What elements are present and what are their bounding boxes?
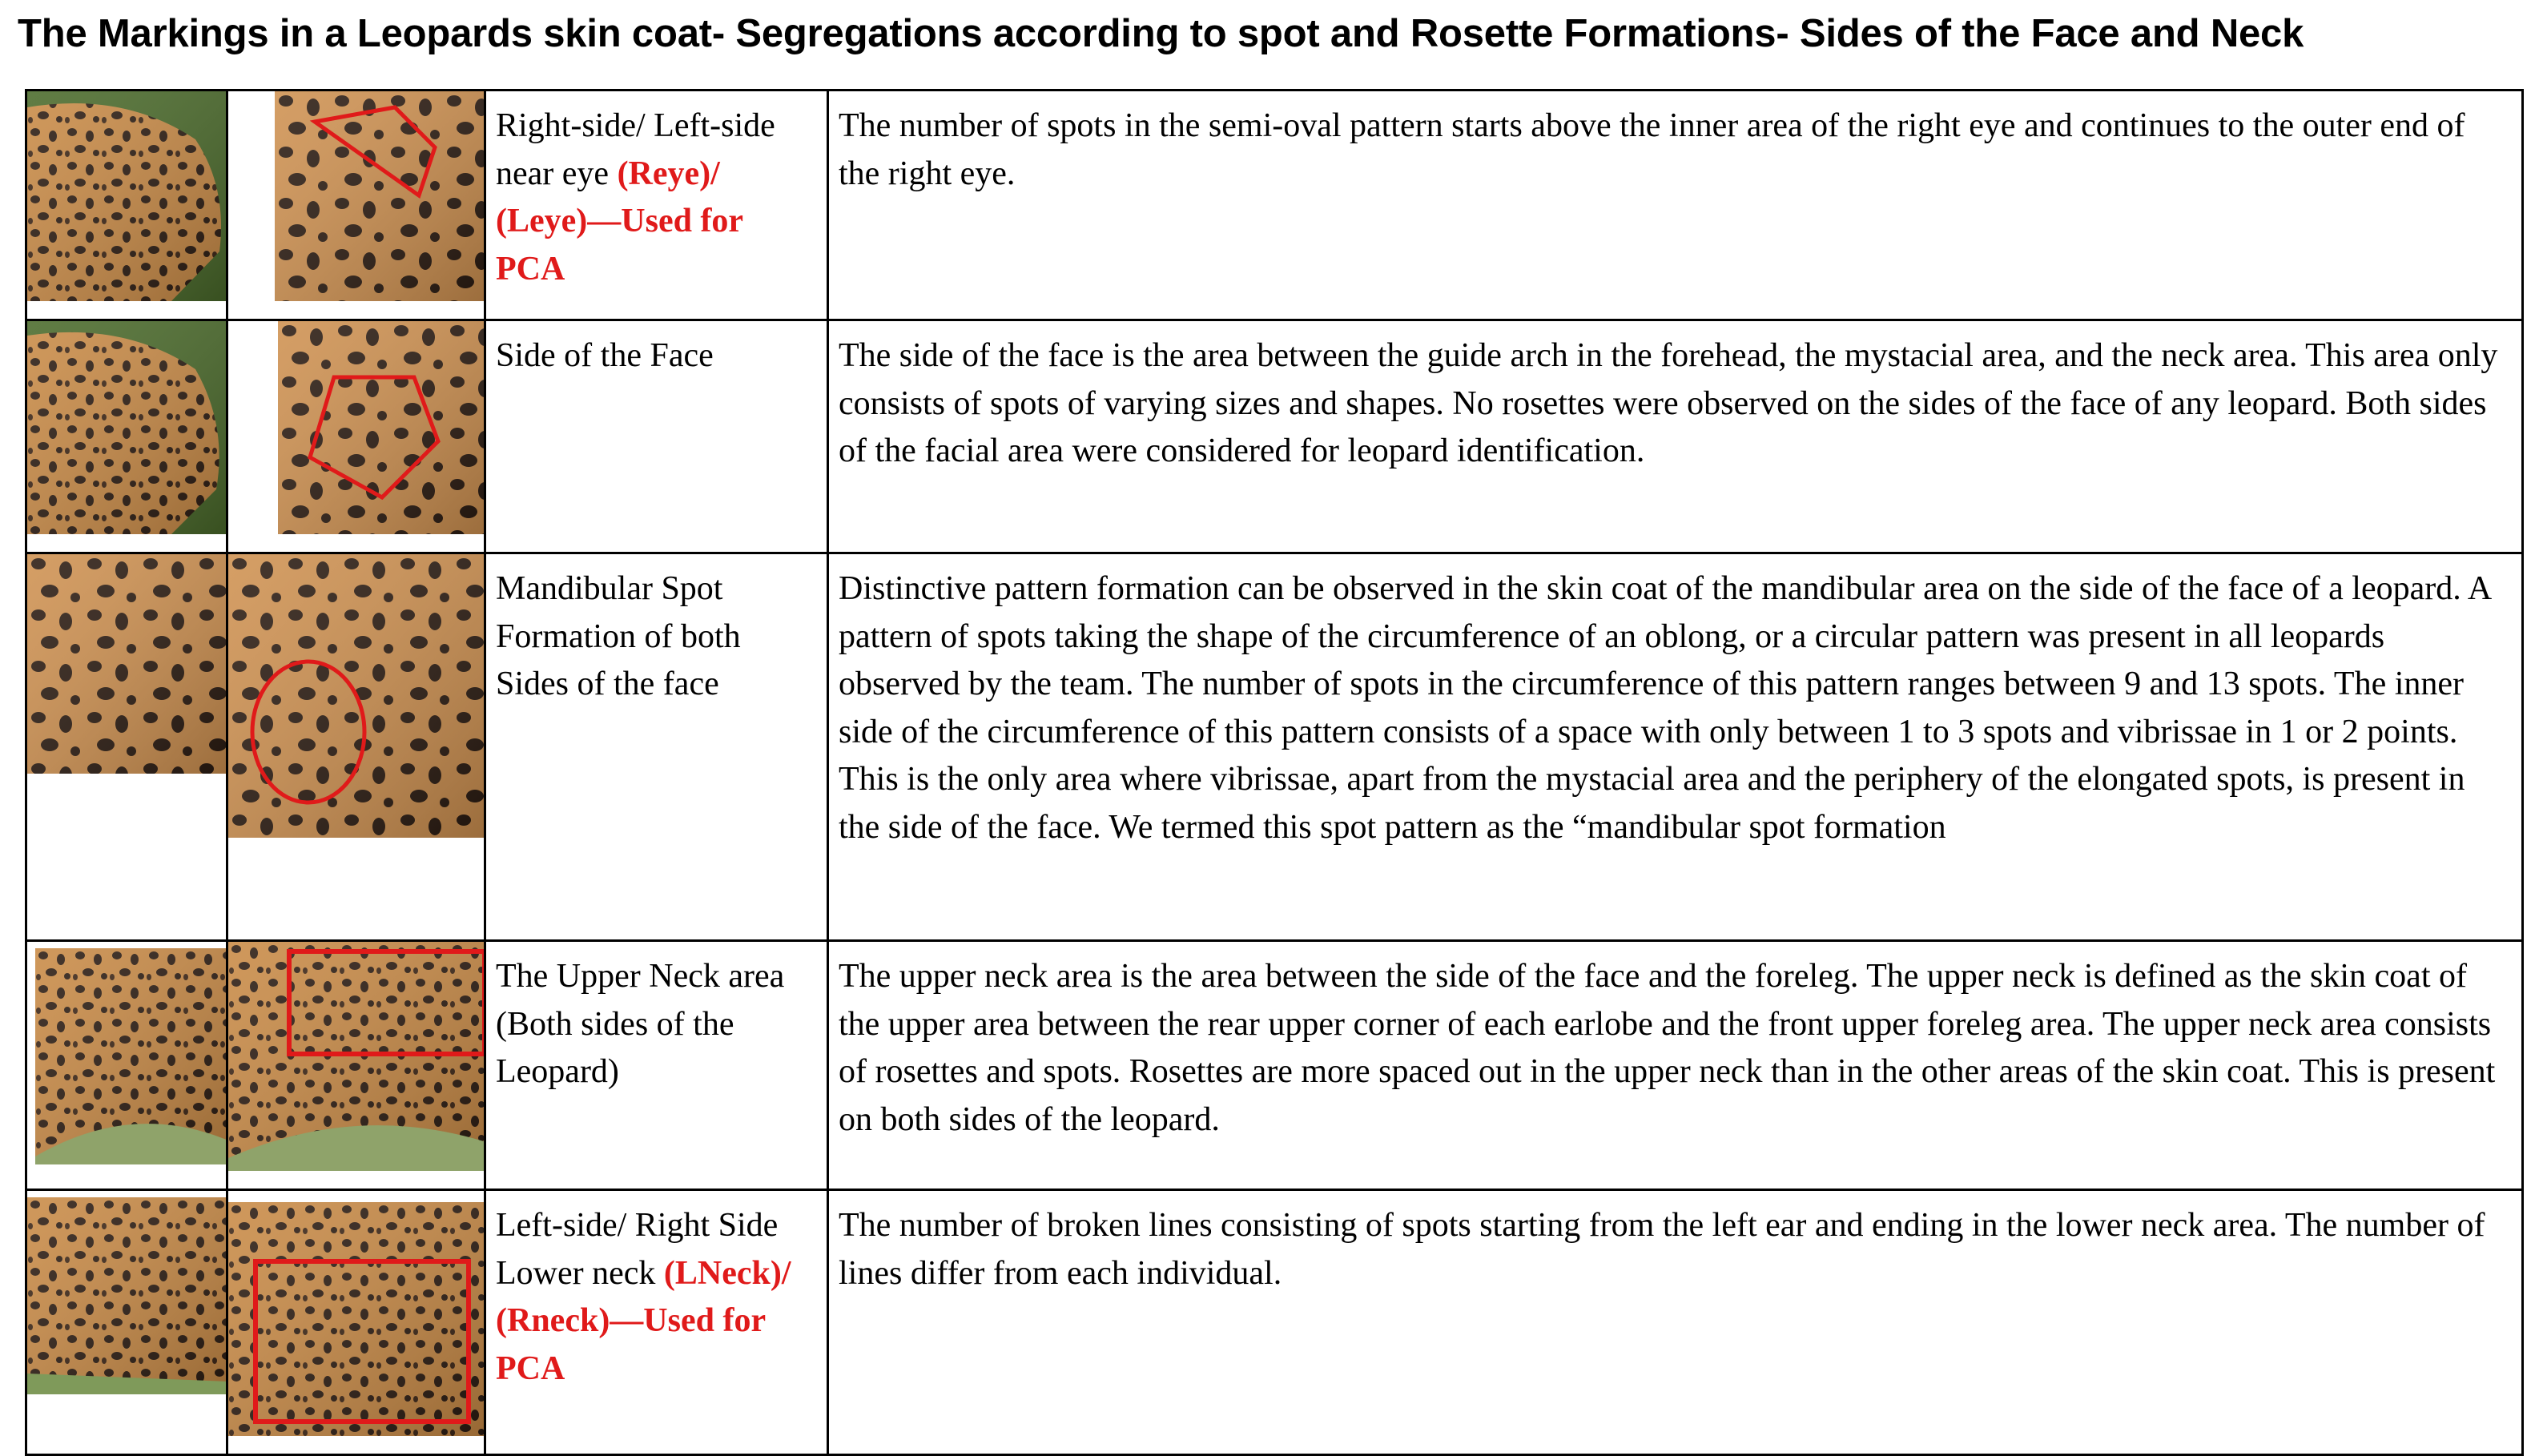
table-row bbox=[26, 90, 2523, 320]
leopard-zoom-eye bbox=[227, 90, 485, 320]
leopard-zoom-mandible bbox=[227, 553, 485, 941]
row-description: The number of spots in the semi-oval pattern starts above the inner area of the right eye and continues to the outer end of the right eye. bbox=[828, 90, 2523, 320]
row-label bbox=[485, 320, 828, 553]
row-label-pca: (LNeck)/ (Rneck)—Used for PCA bbox=[496, 1254, 791, 1387]
row-label-pca: (Reye)/ (Leye)—Used for PCA bbox=[496, 155, 743, 288]
leopard-thumbnail bbox=[26, 1190, 227, 1455]
row-label bbox=[485, 1190, 828, 1455]
row-label bbox=[485, 90, 828, 320]
table-row bbox=[26, 553, 2523, 941]
table-row bbox=[26, 320, 2523, 553]
row-label-text: Left-side/ Right Side Lower neck bbox=[496, 1207, 779, 1292]
row-description: The upper neck area is the area between the side of the face and the foreleg. The upper neck is defined as the skin coat of the upper area between the rear upper corner of each earlobe and the front upper foreleg area. The upper neck area consists of rosettes and spots. Rosettes are more spaced out in the upper neck than in the other areas of the skin coat. This is present on both sides of the leopard. bbox=[828, 941, 2523, 1190]
leopard-thumbnail bbox=[26, 320, 227, 553]
markings-table bbox=[25, 89, 2524, 1456]
row-label bbox=[485, 553, 828, 941]
table-row bbox=[26, 941, 2523, 1190]
page-title: The Markings in a Leopards skin coat- Segregations according to spot and Rosette Formations- Sides of the Face and Neck bbox=[18, 12, 2304, 55]
leopard-thumbnail bbox=[26, 941, 227, 1190]
leopard-zoom-face bbox=[227, 320, 485, 553]
row-label-text: The Upper Neck area (Both sides of the Leopard) bbox=[496, 958, 785, 1090]
table-row bbox=[26, 1190, 2523, 1455]
row-label-text: Side of the Face bbox=[496, 337, 714, 374]
leopard-thumbnail bbox=[26, 90, 227, 320]
row-label-text: Mandibular Spot Formation of both Sides of the face bbox=[496, 570, 741, 702]
leopard-thumbnail bbox=[26, 553, 227, 941]
row-description: The side of the face is the area between the guide arch in the forehead, the mystacial area, and the neck area. This area only consists of spots of varying sizes and shapes. No rosettes were observed on the sides of the face of any leopard. Both sides of the facial area were considered for leopard identification. bbox=[828, 320, 2523, 553]
row-description: The number of broken lines consisting of spots starting from the left ear and ending in the lower neck area. The number of lines differ from each individual. bbox=[828, 1190, 2523, 1455]
row-description: Distinctive pattern formation can be observed in the skin coat of the mandibular area on the side of the face of a leopard. A pattern of spots taking the shape of the circumference of an oblong, or a circular pattern was present in all leopards observed by the team. The number of spots in the circumference of this pattern ranges between 9 and 13 spots. The inner side of the circumference of this pattern consists of a space with only between 1 to 3 spots and vibrissae in 1 or 2 points. This is the only area where vibrissae, apart from the mystacial area and the periphery of the elongated spots, is present in the side of the face. We termed this spot pattern as the “mandibular spot formation bbox=[828, 553, 2523, 941]
leopard-zoom-lower-neck bbox=[227, 1190, 485, 1455]
row-label bbox=[485, 941, 828, 1190]
row-label-text: Right-side/ Left-side near eye bbox=[496, 107, 775, 192]
leopard-zoom-upper-neck bbox=[227, 941, 485, 1190]
